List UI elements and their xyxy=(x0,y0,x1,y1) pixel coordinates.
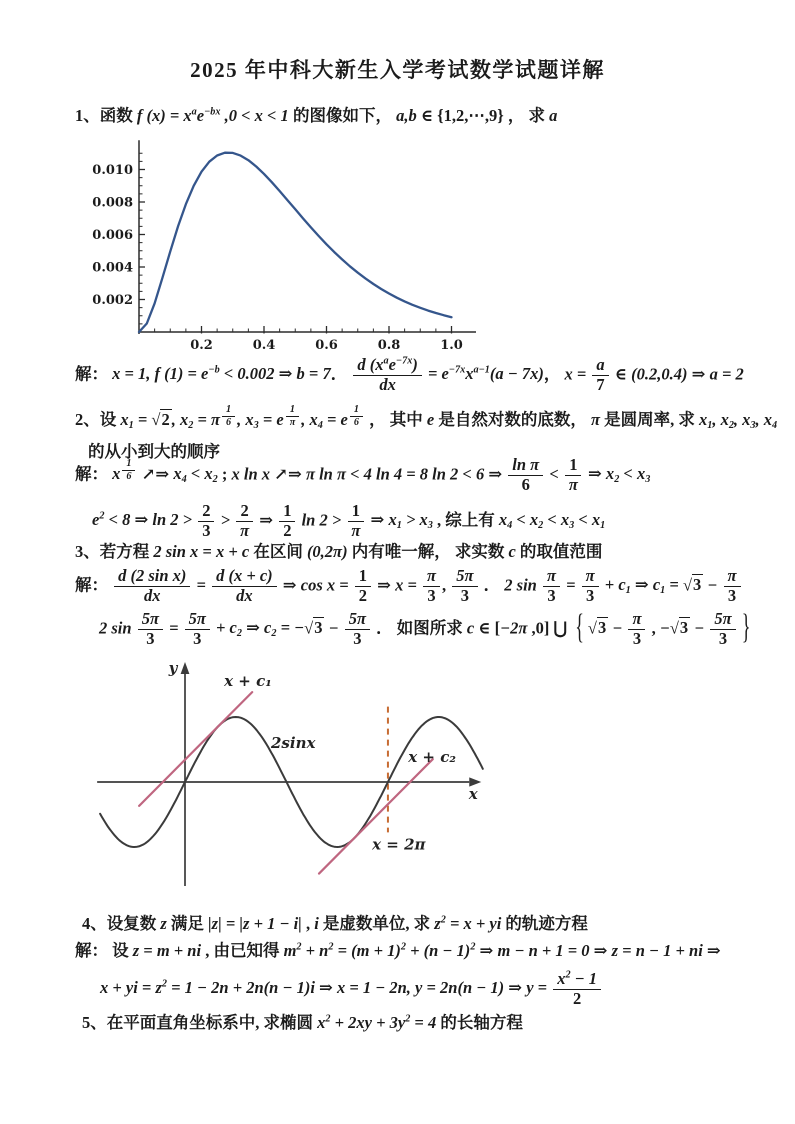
document-title: 2025 年中科大新生入学考试数学试题详解 xyxy=(190,58,605,82)
problem1-function-plot xyxy=(90,136,470,364)
problem-2-text-line1: 2、设 $x_1 = √2$ , $x_2 = \pi$ $^{\frac{1}{6}}$ , $x_3 = e$ $^{\frac{1}{\pi}}$ , $x_4 = e$ $^{\frac{1}{6}}$ ， 其中 e 是自然对数的底数， π 是圆周率, 求 $x_1$, $x_2$, $x_3$, $x_4$ xyxy=(75,404,778,431)
problem-1-text: 1、函数 f $(x) = x^ae^{-bx}$ ,0 < x < 1 的图像如下， a,b ∈ {1,2,⋯,9} ， 求 a xyxy=(75,106,558,125)
svg-text:x + c₂: x + c₂ xyxy=(408,747,456,766)
problem-2-text-line2: 的从小到大的顺序 xyxy=(88,442,220,461)
problem3-sine-plot xyxy=(85,657,490,897)
svg-text:x + c₁: x + c₁ xyxy=(224,672,272,691)
solution-4-text-line1: 解： 设 z = m + ni , 由已知得 $m^2 + n^2 = (m + 1)^2 + (n - 1)^2$ ⇒ m − n + 1 = 0 ⇒ z = n − 1 + ni ⇒ xyxy=(75,941,721,960)
svg-text:0.6: 0.6 xyxy=(315,338,338,353)
svg-text:0.008: 0.008 xyxy=(92,195,133,211)
solution-1-text: 解： x = 1, f $(1) = e^{-b} < 0.002$ ⇒ b = 7． d $(x^ae^{-7x})$ dx = $e^{-7x}x^{a-1}(a - 7x)$， x = $\frac{a}{7}$ ∈ (0.2,0.4) ⇒ a = 2 xyxy=(75,355,744,395)
svg-text:0.8: 0.8 xyxy=(377,338,401,353)
problem-5-text: 5、在平面直角坐标系中, 求椭圆 $x^2 + 2xy + 3y^2 = 4$ 的长轴方程 xyxy=(82,1013,523,1032)
svg-text:x = 2π: x = 2π xyxy=(372,835,426,854)
svg-text:1.0: 1.0 xyxy=(440,338,463,353)
svg-text:0.002: 0.002 xyxy=(92,293,133,308)
solution-3-text-line1: 解： $\frac{\text{d (2 sin x)}}{dx}$ = $\frac{d (x + c)}{dx}$ ⇒ cos x = $\frac{1}{2}$ ⇒ x = $\frac{\pi}{3}$ , $\frac{5\pi}{3}$ ． 2 sin $\frac{\pi}{3}$ = $\frac{\pi}{3}$ + $c_1$ ⇒ $c_1 = √3$ − $\frac{\pi}{3}$ xyxy=(75,567,743,606)
svg-text:x: x xyxy=(468,785,478,803)
solution-3-text-line2: 2 sin $\frac{5\pi}{3}$ = $\frac{5\pi}{3}$ + $c_2$ ⇒ $c_2 = -√3$ − $\frac{5\pi}{3}$ ． 如图所求 c ∈ [−2π ,0] ⋃ { √3 − $\frac{\pi}{3}$ , −√3 − $\frac{5\pi}{3}$ } xyxy=(99,607,751,648)
svg-text:0.010: 0.010 xyxy=(92,163,133,178)
svg-text:0.4: 0.4 xyxy=(252,338,276,353)
problem-4-text: 4、设复数 z 满足 |z| = |z + 1 − i| , i 是虚数单位, 求 $z^2 = x$ + yi 的轨迹方程 xyxy=(82,914,588,933)
solution-2-text-line1: 解： x $^{\frac{1}{6}}$ ↗⇒ $x_4 < x_2$ ; x ln x ↗⇒ π ln π < 4 ln 4 = 8 ln 2 < 6 ⇒ $\frac{\text{ln π}}{6}$ < $\frac{1}{\pi}$ ⇒ $x_2 < x_3$ xyxy=(75,455,651,494)
svg-text:0.2: 0.2 xyxy=(190,338,213,353)
problem-3-text: 3、若方程 2 sin x = x + c 在区间 (0,2π) 内有唯一解， 求实数 c 的取值范围 xyxy=(75,542,603,561)
solution-2-text-line2: $e^2 < 8$ ⇒ ln 2 > $\frac{2}{3}$ > $\frac{2}{\pi}$ ⇒ $\frac{1}{2}$ ln 2 > $\frac{1}{\pi}$ ⇒ $x_1 > x_3$ , 综上有 $x_4 < x_2 < x_3 < x_1$ xyxy=(92,501,606,540)
solution-4-text-line2: x + yi = $z^2 = 1 - 2n + 2n(n - 1)i$ ⇒ x = 1 − 2n, y = 2n(n − 1) ⇒ y = $\frac{x^2 - 1}{2}$ xyxy=(100,970,603,1009)
svg-text:0.004: 0.004 xyxy=(92,260,133,276)
svg-text:2sinx: 2sinx xyxy=(270,733,316,752)
svg-text:0.006: 0.006 xyxy=(92,228,133,243)
svg-text:y: y xyxy=(168,659,178,677)
